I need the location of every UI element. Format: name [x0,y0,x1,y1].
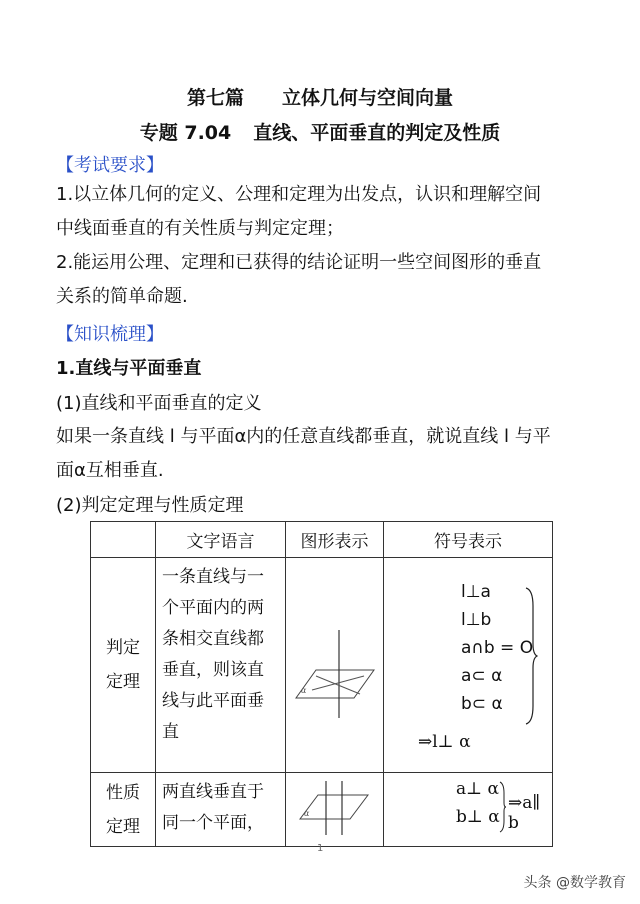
property-text-cell [156,773,286,847]
table-row-property [91,773,553,847]
row-label-criterion [91,558,156,773]
symbol-line: a⊥ α [456,779,500,799]
text-line: 同一个平面， [162,813,264,833]
right-brace [524,586,538,726]
header-text-language: 文字语言 [156,522,286,558]
property-figure-cell [286,773,384,847]
requirement-2-line-1: 2.能运用公理、定理和已获得的结论证明一些空间图形的垂直 [56,252,542,273]
page-number: 1 [317,843,324,854]
property-symbol-cell [384,773,553,847]
table-header-row [91,522,553,558]
theorem-subheading: (2)判定定理与性质定理 [56,495,244,516]
row-label-property [91,773,156,847]
chapter-name: 立体几何与空间向量 [282,87,454,109]
symbol-line: l⊥a [461,582,491,602]
requirement-1-line-2: 中线面垂直的有关性质与判定定理； [56,218,344,239]
topic-number: 专题 7.04 [139,122,232,144]
table-row-criterion [91,558,553,773]
requirement-2-line-2: 关系的简单命题. [56,286,188,307]
text-line: 线与此平面垂 [162,691,264,711]
exam-requirements-label: 【考试要求】 [56,155,164,176]
plane-label: α [304,809,310,818]
header-symbol: 符号表示 [384,522,553,558]
knowledge-label: 【知识梳理】 [56,324,164,345]
criterion-text-cell [156,558,286,773]
requirement-1-line-1: 1.以立体几何的定义、公理和定理为出发点，认识和理解空间 [56,184,542,205]
text-line: 直 [162,722,179,742]
row-label-line-1: 性质 [106,782,140,803]
topic-name: 直线、平面垂直的判定及性质 [253,122,501,144]
symbol-line: b⊂ α [461,694,503,714]
text-line: 个平面内的两 [162,598,264,618]
row-label-line-1: 判定 [106,638,140,658]
topic-title [0,118,640,145]
header-cell-empty [91,522,156,558]
exam-requirements-body [56,178,596,314]
plane-label: α [301,686,307,695]
symbol-conclusion: ⇒a∥ b [508,793,541,833]
plane-shape [300,795,368,819]
definition-text [56,420,596,488]
symbol-conclusion: ⇒l⊥ α [418,732,471,752]
symbol-line: a∩b = O [461,638,534,658]
line-a [312,676,364,690]
header-figure: 图形表示 [286,522,384,558]
text-line: 垂直，则该直 [162,660,264,680]
symbol-line: l⊥b [461,610,492,630]
symbol-line: b⊥ α [456,807,500,827]
property-diagram [286,773,384,841]
criterion-symbol-cell [384,558,553,773]
symbol-line: a⊂ α [461,666,503,686]
chapter-number: 第七篇 [186,87,244,109]
row-label-line-2: 定理 [106,816,140,837]
section-heading: 1.直线与平面垂直 [56,358,202,379]
criterion-diagram [286,558,384,767]
text-line: 条相交直线都 [162,629,264,649]
definition-line-2: 面α互相垂直. [56,460,164,481]
definition-line-1: 如果一条直线 l 与平面α内的任意直线都垂直，就说直线 l 与平 [56,426,551,447]
chapter-title [0,83,640,110]
criterion-figure-cell [286,558,384,773]
theorem-table [90,521,553,847]
definition-subheading: (1)直线和平面垂直的定义 [56,393,262,414]
text-line: 一条直线与一 [162,567,264,587]
right-brace [499,781,507,833]
text-line: 两直线垂直于 [162,782,264,802]
row-label-line-2: 定理 [106,672,140,692]
watermark: 头条 @数学教育 [523,875,626,891]
